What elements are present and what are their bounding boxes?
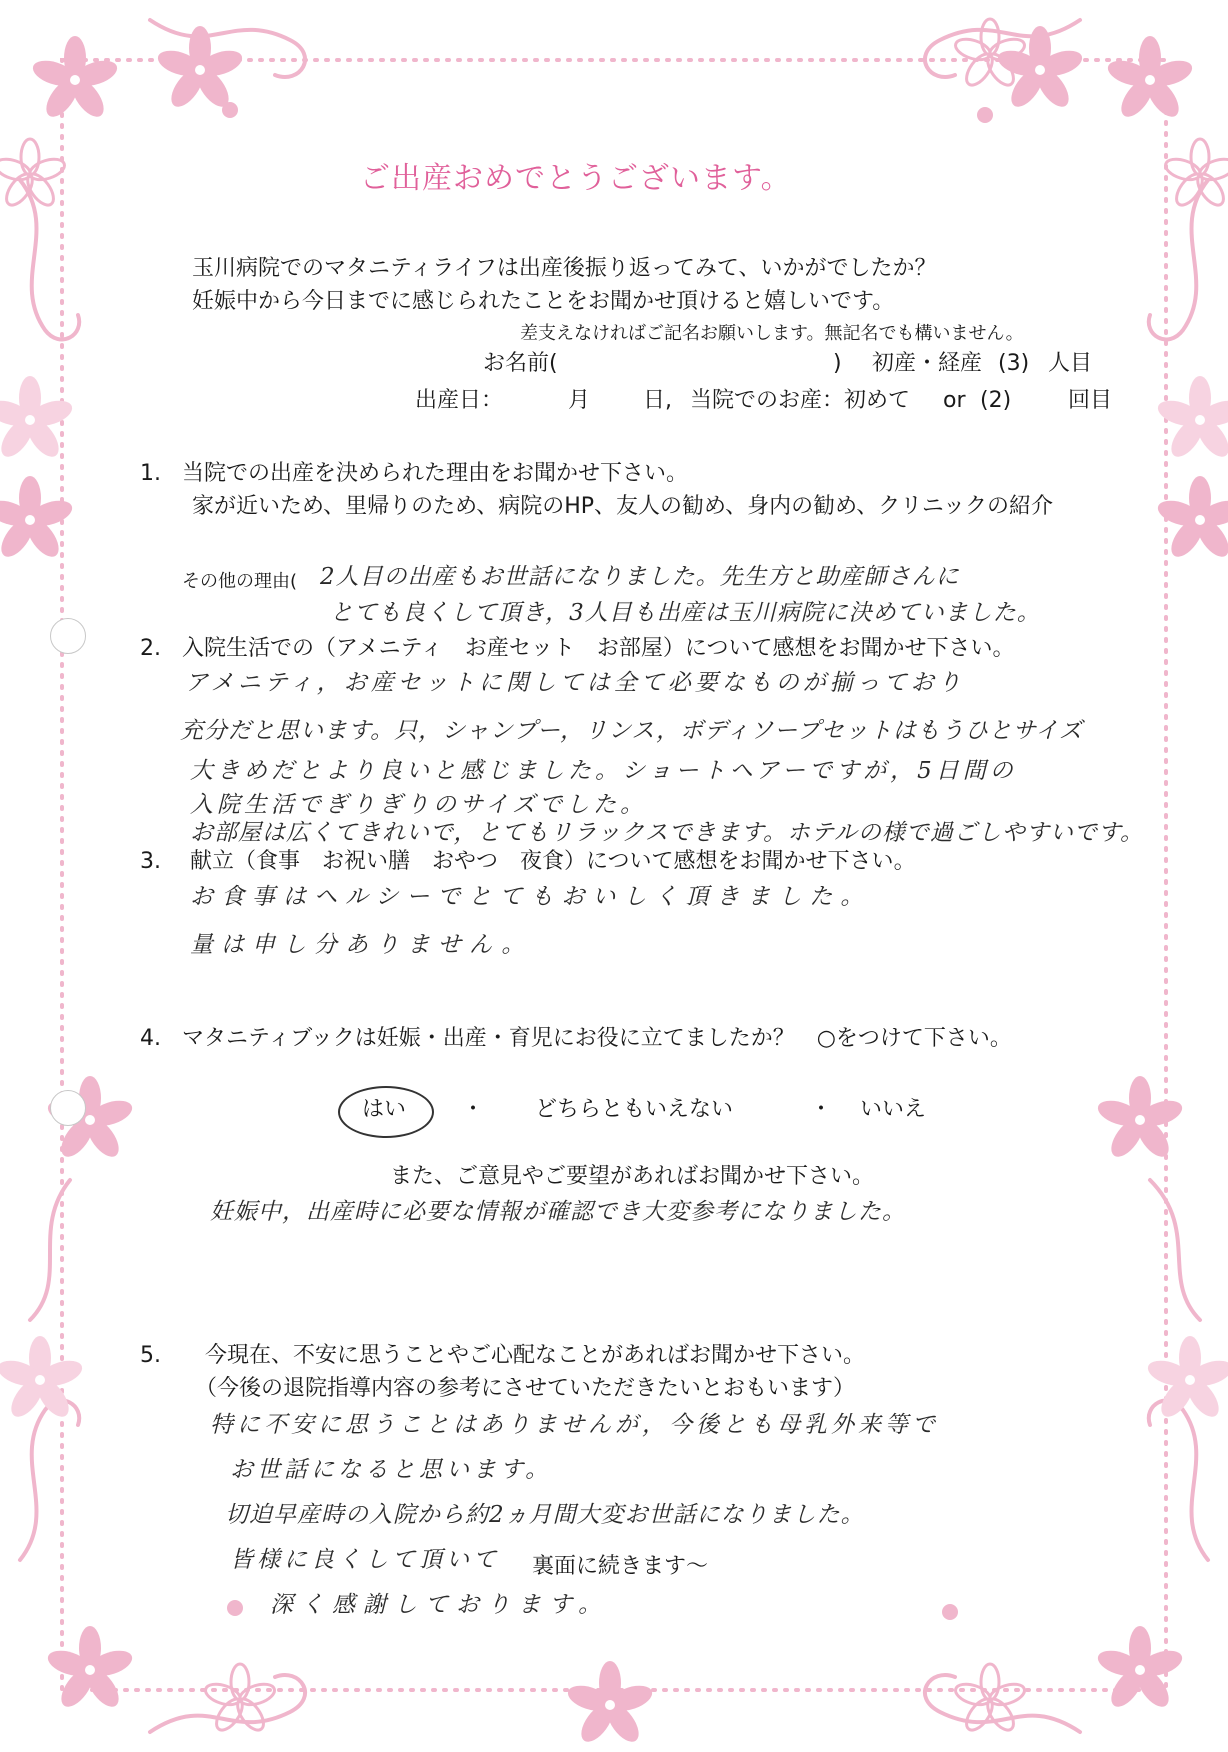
q4-followup: また、ご意見やご要望があればお聞かせ下さい。 xyxy=(390,1164,875,1189)
parity-suffix: 人目 xyxy=(1048,351,1093,376)
q2-answer-line-5: お部屋は広くてきれいで，とてもリラックスできます。ホテルの様で過ごしやすいです。 xyxy=(190,820,1145,846)
q3-number: 3. xyxy=(140,849,161,874)
or-label: or xyxy=(943,388,966,413)
q5-question: 今現在、不安に思うことやご心配なことがあればお聞かせ下さい。 xyxy=(205,1343,866,1368)
parity-value: (3) xyxy=(998,351,1030,376)
q2-number: 2. xyxy=(140,636,161,661)
q2-answer-line-4: 入院生活でぎりぎりのサイズでした。 xyxy=(190,792,648,818)
month-label: 月 xyxy=(568,388,591,413)
q4-choice-neutral[interactable]: どちらともいえない xyxy=(535,1097,734,1122)
day-label: 日, xyxy=(643,388,672,413)
q2-answer-line-3: 大きめだとより良いと感じました。ショートヘアーですが，5日間の xyxy=(190,758,1017,784)
q4-question: マタニティブックは妊娠・出産・育児にお役に立てましたか？ ○をつけて下さい。 xyxy=(182,1026,1012,1051)
punch-hole-bottom xyxy=(50,1090,86,1126)
q4-number: 4. xyxy=(140,1026,161,1051)
hospital-birth-value: (2) xyxy=(980,388,1012,413)
q3-answer-line-2: 量は申し分ありません。 xyxy=(190,932,533,958)
q2-answer-line-2: 充分だと思います。只，シャンプー，リンス，ボディソープセットはもうひとサイズ xyxy=(180,718,1084,744)
q1-answer-line-1: 2人目の出産もお世話になりました。先生方と助産師さんに xyxy=(320,564,960,590)
q1-options: 家が近いため、里帰りのため、病院のHP、友人の勧め、身内の勧め、クリニックの紹介 xyxy=(192,494,1053,519)
birth-date-label: 出産日： xyxy=(415,388,504,413)
punch-hole-top xyxy=(50,618,86,654)
q4-choice-no[interactable]: いいえ xyxy=(860,1097,927,1122)
q5-continued-note: 裏面に続きます～ xyxy=(532,1554,709,1579)
times-suffix: 回目 xyxy=(1068,388,1113,413)
q5-number: 5. xyxy=(140,1343,161,1368)
q2-question: 入院生活での（アメニティ お産セット お部屋）について感想をお聞かせ下さい。 xyxy=(182,636,1015,661)
q4-answer-line-1: 妊娠中，出産時に必要な情報が確認でき大変参考になりました。 xyxy=(210,1199,906,1225)
hospital-birth-label: 当院でのお産：初めて xyxy=(690,388,911,413)
parity-label: 初産・経産 xyxy=(872,351,983,376)
q2-answer-line-1: アメニティ，お産セットに関しては全て必要なものが揃っており xyxy=(185,670,965,696)
page-title: ご出産おめでとうございます。 xyxy=(360,161,792,196)
intro-line-2: 妊娠中から今日までに感じられたことをお聞かせ頂けると嬉しいです。 xyxy=(192,289,895,314)
q1-number: 1. xyxy=(140,461,161,486)
q5-answer-line-5: 深く感謝しております。 xyxy=(270,1592,610,1618)
q4-choice-yes[interactable]: はい xyxy=(362,1097,407,1122)
intro-note: 差支えなければご記名お願いします。無記名でも構いません。 xyxy=(520,323,1024,344)
q1-answer-line-2: とても良くして頂き，3人目も出産は玉川病院に決めていました。 xyxy=(330,600,1041,626)
name-label: お名前( xyxy=(483,351,558,376)
q5-answer-line-3: 切迫早産時の入院から約2ヵ月間大変お世話になりました。 xyxy=(225,1502,865,1528)
q1-question: 当院での出産を決められた理由をお聞かせ下さい。 xyxy=(182,461,689,486)
name-close: ) xyxy=(833,351,842,376)
q5-subnote: （今後の退院指導内容の参考にさせていただきたいとおもいます） xyxy=(195,1376,856,1401)
q5-answer-line-1: 特に不安に思うことはありませんが，今後とも母乳外来等で xyxy=(210,1412,939,1438)
q5-answer-line-2: お世話になると思います。 xyxy=(230,1457,553,1483)
q1-other-label: その他の理由( xyxy=(182,571,298,592)
q3-answer-line-1: お食事はヘルシーでとてもおいしく頂きました。 xyxy=(190,884,872,910)
q4-separator-1: ・ xyxy=(462,1097,485,1122)
q4-separator-2: ・ xyxy=(810,1097,833,1122)
q3-question: 献立（食事 お祝い膳 おやつ 夜食）について感想をお聞かせ下さい。 xyxy=(190,849,916,874)
intro-line-1: 玉川病院でのマタニティライフは出産後振り返ってみて、いかがでしたか？ xyxy=(192,256,937,281)
q5-answer-line-4: 皆様に良くして頂いて xyxy=(230,1547,500,1573)
